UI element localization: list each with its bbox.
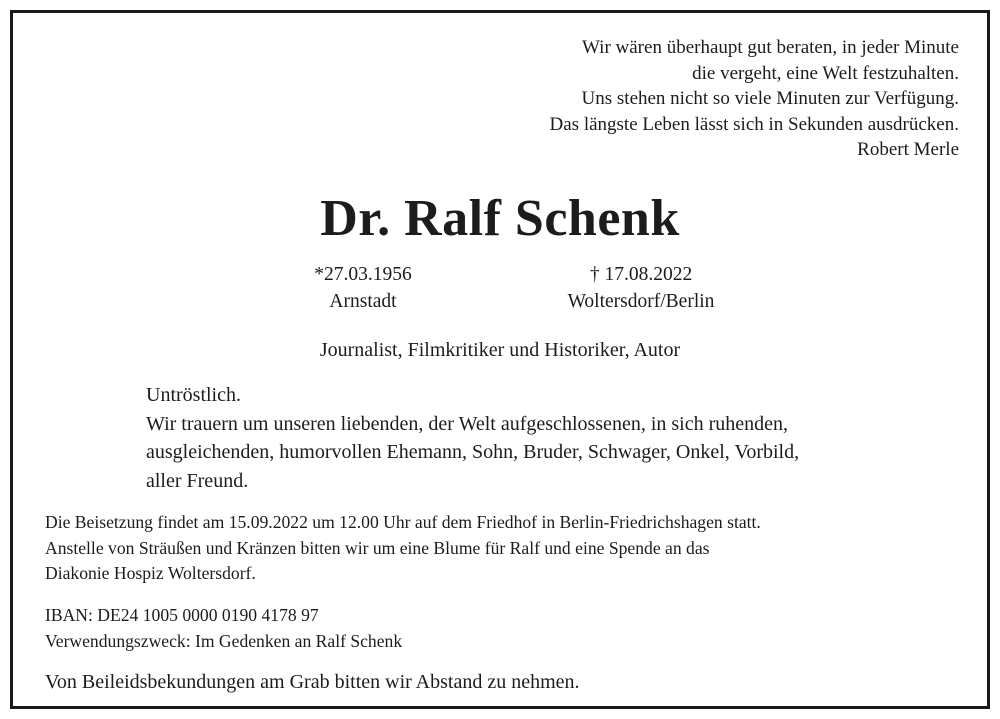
mourning-statement bbox=[146, 381, 986, 495]
birth-info bbox=[273, 261, 453, 315]
funeral-line: Anstelle von Sträußen und Kränzen bitten wir um eine Blume für Ralf und eine Spende an das bbox=[45, 537, 710, 558]
statement-line: Untröstlich. bbox=[146, 384, 241, 406]
obituary-notice bbox=[10, 10, 990, 709]
epigraph-quote bbox=[550, 35, 959, 163]
quote-author: Robert Merle bbox=[857, 139, 959, 161]
quote-line: Uns stehen nicht so viele Minuten zur Verfügung. bbox=[581, 88, 959, 110]
funeral-details bbox=[45, 510, 761, 587]
deceased-name: Dr. Ralf Schenk bbox=[320, 190, 680, 247]
funeral-line: Die Beisetzung findet am 15.09.2022 um 12.00 Uhr auf dem Friedhof in Berlin-Friedrichshagen statt. bbox=[45, 512, 761, 532]
statement-line: Wir trauern um unseren liebenden, der Welt aufgeschlossenen, in sich ruhenden, bbox=[146, 412, 789, 435]
iban: IBAN: DE24 1005 0000 0190 4178 97 bbox=[45, 605, 319, 625]
statement-line: ausgleichenden, humorvollen Ehemann, Sohn, Bruder, Schwager, Onkel, Vorbild, bbox=[146, 441, 800, 463]
profession: Journalist, Filmkritiker und Historiker, Autor bbox=[319, 339, 681, 361]
birth-place: Arnstadt bbox=[329, 291, 397, 312]
birth-date: *27.03.1956 bbox=[314, 264, 412, 285]
statement-line: aller Freund. bbox=[146, 469, 249, 492]
payment-purpose: Verwendungszweck: Im Gedenken an Ralf Schenk bbox=[45, 630, 403, 651]
quote-line: Das längste Leben lässt sich in Sekunden ausdrücken. bbox=[549, 113, 959, 135]
death-info bbox=[531, 261, 751, 315]
quote-line: Wir wären überhaupt gut beraten, in jeder Minute bbox=[582, 37, 959, 58]
donation-bank-details bbox=[45, 603, 402, 654]
death-date: † 17.08.2022 bbox=[589, 264, 693, 285]
closing-note: Von Beileidsbekundungen am Grab bitten wir Abstand zu nehmen. bbox=[45, 671, 580, 693]
funeral-line: Diakonie Hospiz Woltersdorf. bbox=[45, 563, 256, 583]
death-place: Woltersdorf/Berlin bbox=[567, 291, 715, 312]
quote-line: die vergeht, eine Welt festzuhalten. bbox=[692, 62, 959, 84]
